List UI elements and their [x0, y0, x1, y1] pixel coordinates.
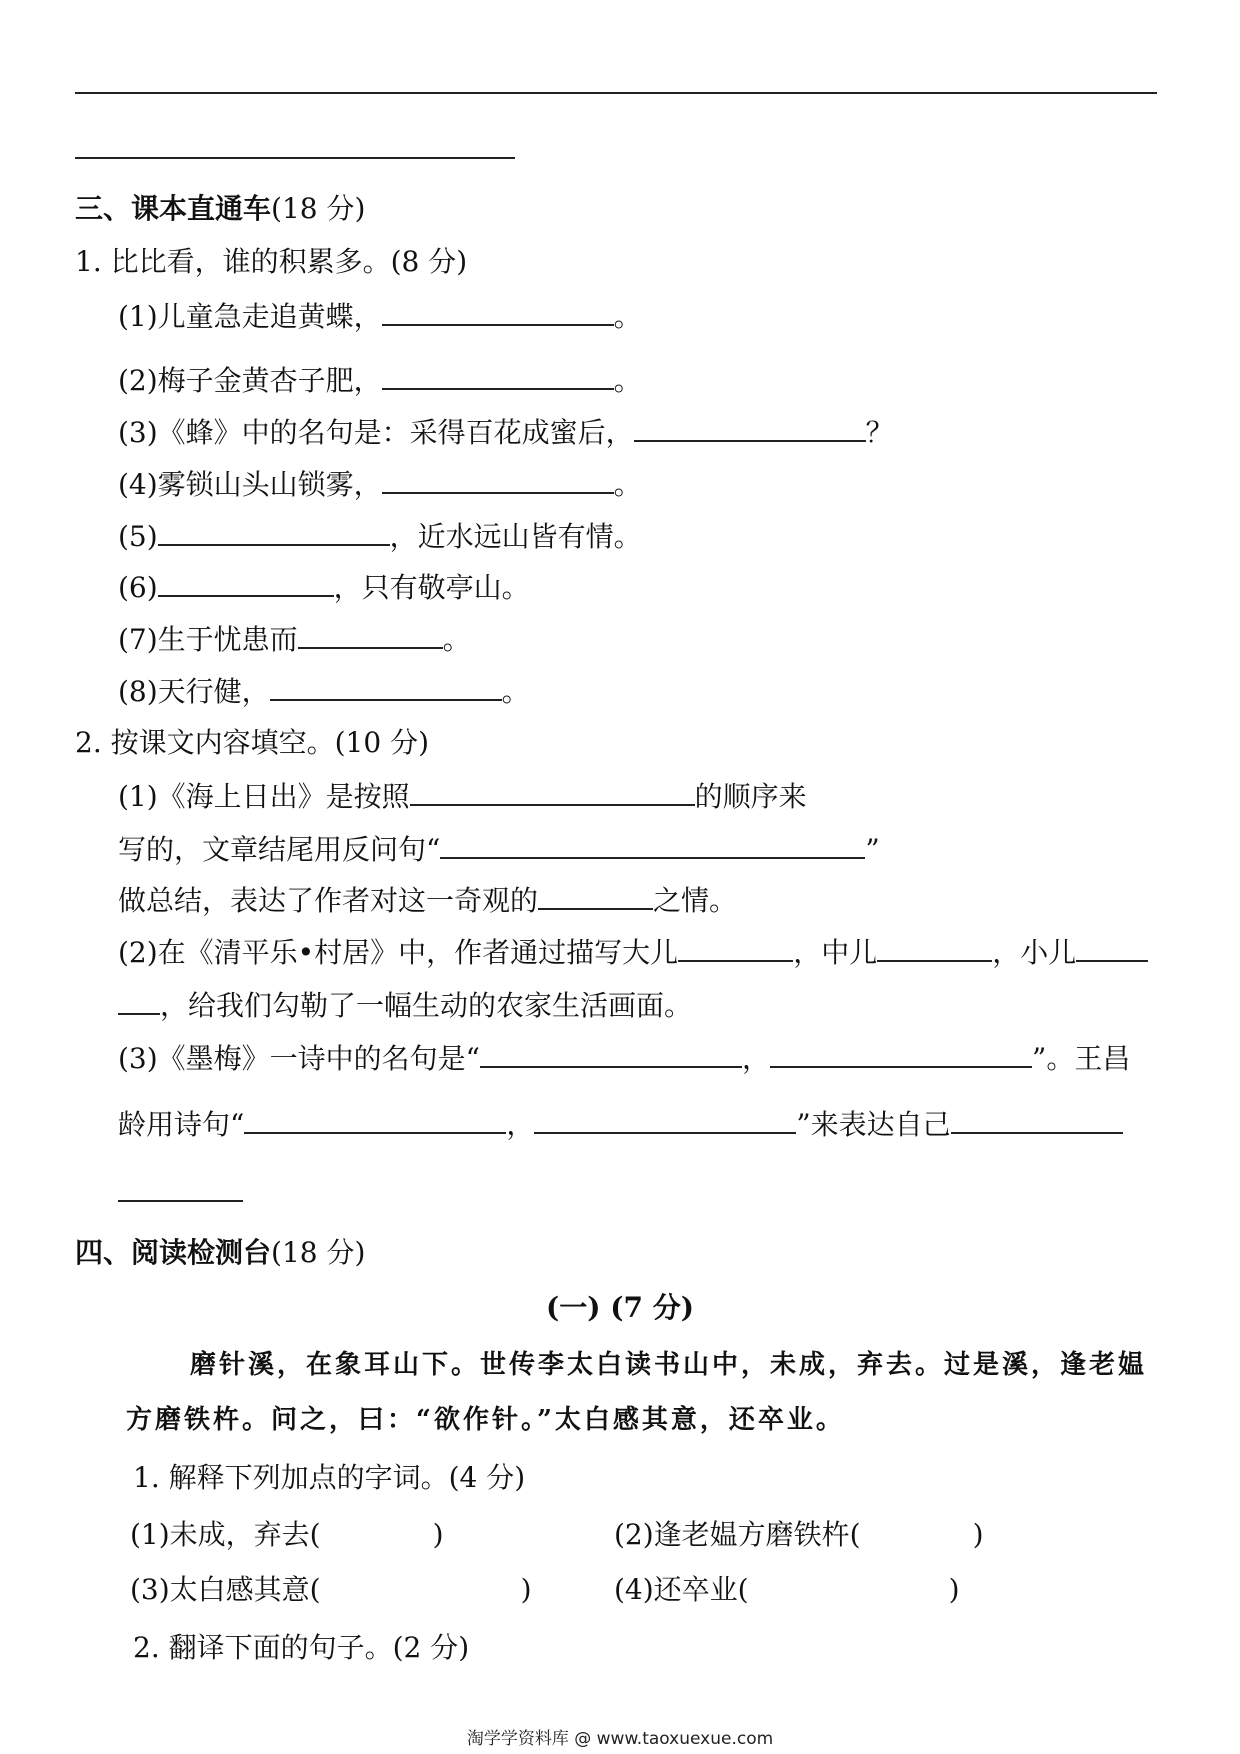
paren-item: (4)还卒业( ) [614, 1573, 960, 1606]
fill-item: (1)《海上日出》是按照 的顺序来 [118, 780, 807, 813]
blank[interactable] [410, 778, 695, 806]
blank[interactable] [382, 298, 614, 326]
blank[interactable] [440, 831, 865, 859]
reading-passage-line: 磨针溪，在象耳山下。世传李太白读书山中，未成，弃去。过是溪，逢老媪 [190, 1350, 1148, 1380]
fill-item: ，给我们勾勒了一幅生动的农家生活画面。 [118, 987, 692, 1024]
footer-watermark: 淘学学资料库 @ www.taoxuexue.com [466, 1729, 774, 1749]
blank[interactable] [951, 1106, 1123, 1134]
question-title: 1. 解释下列加点的字词。(4 分) [133, 1461, 526, 1494]
blank[interactable] [538, 882, 653, 910]
reading-part-title: (一) (7 分) [546, 1291, 694, 1324]
answer-line[interactable] [75, 92, 1157, 94]
fill-item: (6) ，只有敬亭山。 [118, 571, 530, 604]
paren-item: (1)未成，弃去( ) [130, 1518, 444, 1551]
section-heading: 三、课本直通车(18 分) [75, 192, 366, 225]
fill-item: 写的，文章结尾用反问句“ ” [118, 833, 880, 866]
fill-item: (2)梅子金黄杏子肥， 。 [118, 364, 642, 397]
fill-item: (7)生于忧患而 。 [118, 623, 471, 656]
section-heading: 四、阅读检测台(18 分) [75, 1236, 366, 1269]
blank[interactable] [382, 362, 614, 390]
fill-item: (8)天行健， 。 [118, 675, 530, 708]
blank[interactable] [678, 934, 793, 962]
paren-item: (3)太白感其意( ) [130, 1573, 532, 1606]
blank[interactable] [480, 1040, 742, 1068]
question-title: 2. 翻译下面的句子。(2 分) [133, 1631, 470, 1664]
question-title: 1. 比比看，谁的积累多。(8 分) [75, 245, 468, 278]
fill-item: 做总结，表达了作者对这一奇观的 之情。 [118, 884, 738, 917]
question-title: 2. 按课文内容填空。(10 分) [75, 726, 429, 759]
paren-item: (2)逢老媪方磨铁杵( ) [614, 1518, 984, 1551]
fill-item: (1)儿童急走追黄蝶， 。 [118, 300, 642, 333]
blank[interactable] [244, 1106, 506, 1134]
fill-item: (3)《墨梅》一诗中的名句是“ ， ”。王昌 [118, 1042, 1131, 1075]
blank[interactable] [382, 466, 614, 494]
answer-line[interactable] [75, 157, 515, 159]
fill-item: 龄用诗句“ ， ”来表达自己 [118, 1106, 1123, 1143]
answer-line[interactable] [118, 1200, 243, 1202]
blank[interactable] [634, 414, 866, 442]
fill-item: (3)《蜂》中的名句是：采得百花成蜜后， ？ [118, 416, 894, 449]
blank[interactable] [877, 934, 992, 962]
fill-item: (2)在《清平乐•村居》中，作者通过描写大儿 ，中儿 ，小儿 [118, 934, 1148, 971]
blank[interactable] [158, 518, 390, 546]
blank[interactable] [118, 987, 160, 1015]
fill-item: (5) ，近水远山皆有情。 [118, 520, 642, 553]
blank[interactable] [534, 1106, 796, 1134]
blank[interactable] [158, 569, 334, 597]
fill-item: (4)雾锁山头山锁雾， 。 [118, 468, 642, 501]
blank[interactable] [770, 1040, 1032, 1068]
blank[interactable] [298, 621, 443, 649]
reading-passage-line: 方磨铁杵。问之，曰：“欲作针。”太白感其意，还卒业。 [126, 1405, 845, 1435]
blank[interactable] [1076, 934, 1148, 962]
blank[interactable] [270, 673, 502, 701]
